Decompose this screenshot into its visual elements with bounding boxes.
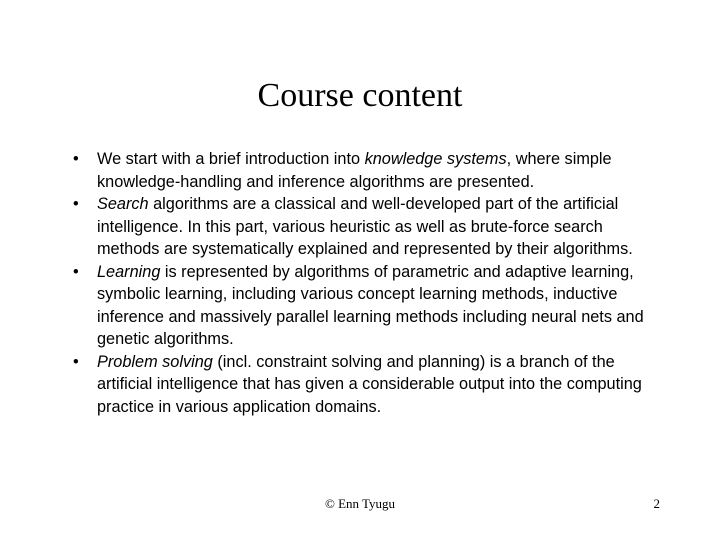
bullet-item-learning [73, 261, 663, 351]
bullet-item-knowledge-systems [73, 148, 663, 193]
bullet-list [73, 148, 663, 418]
bullet-emphasis: Learning [97, 262, 161, 281]
page-number: 2 [653, 496, 660, 511]
bullet-marker: • [73, 262, 79, 281]
bullet-item-problem-solving [73, 351, 663, 419]
bullet-text-lead: We start with a brief introduction into [97, 150, 365, 168]
bullet-marker: • [73, 195, 79, 213]
bullet-emphasis: knowledge systems [364, 150, 507, 168]
bullet-text: , where simple knowledge-handling and inference algorithms are presented. [97, 150, 612, 191]
bullet-text: is represented by algorithms of parametric and adaptive learning, symbolic learning, including various concept learning methods, inductive inference and massively parallel learning methods including neural nets and genetic algorithms. [97, 262, 644, 348]
bullet-emphasis: Search [97, 195, 149, 213]
bullet-marker: • [73, 150, 79, 168]
bullet-text: (incl. constraint solving and planning) is a branch of the artificial intelligence that has given a considerable output into the computing practice in various application domains. [97, 352, 642, 416]
bullet-item-search [73, 193, 663, 261]
slide-footer: © Enn Tyugu [324, 496, 396, 511]
bullet-emphasis: Problem solving [97, 352, 213, 371]
slide-title: Course content [257, 77, 463, 114]
bullet-marker: • [73, 352, 79, 371]
bullet-text: algorithms are a classical and well-developed part of the artificial intelligence. In this part, various heuristic as well as brute-force search methods are systematically explained and represented by their algorithms. [97, 195, 633, 258]
